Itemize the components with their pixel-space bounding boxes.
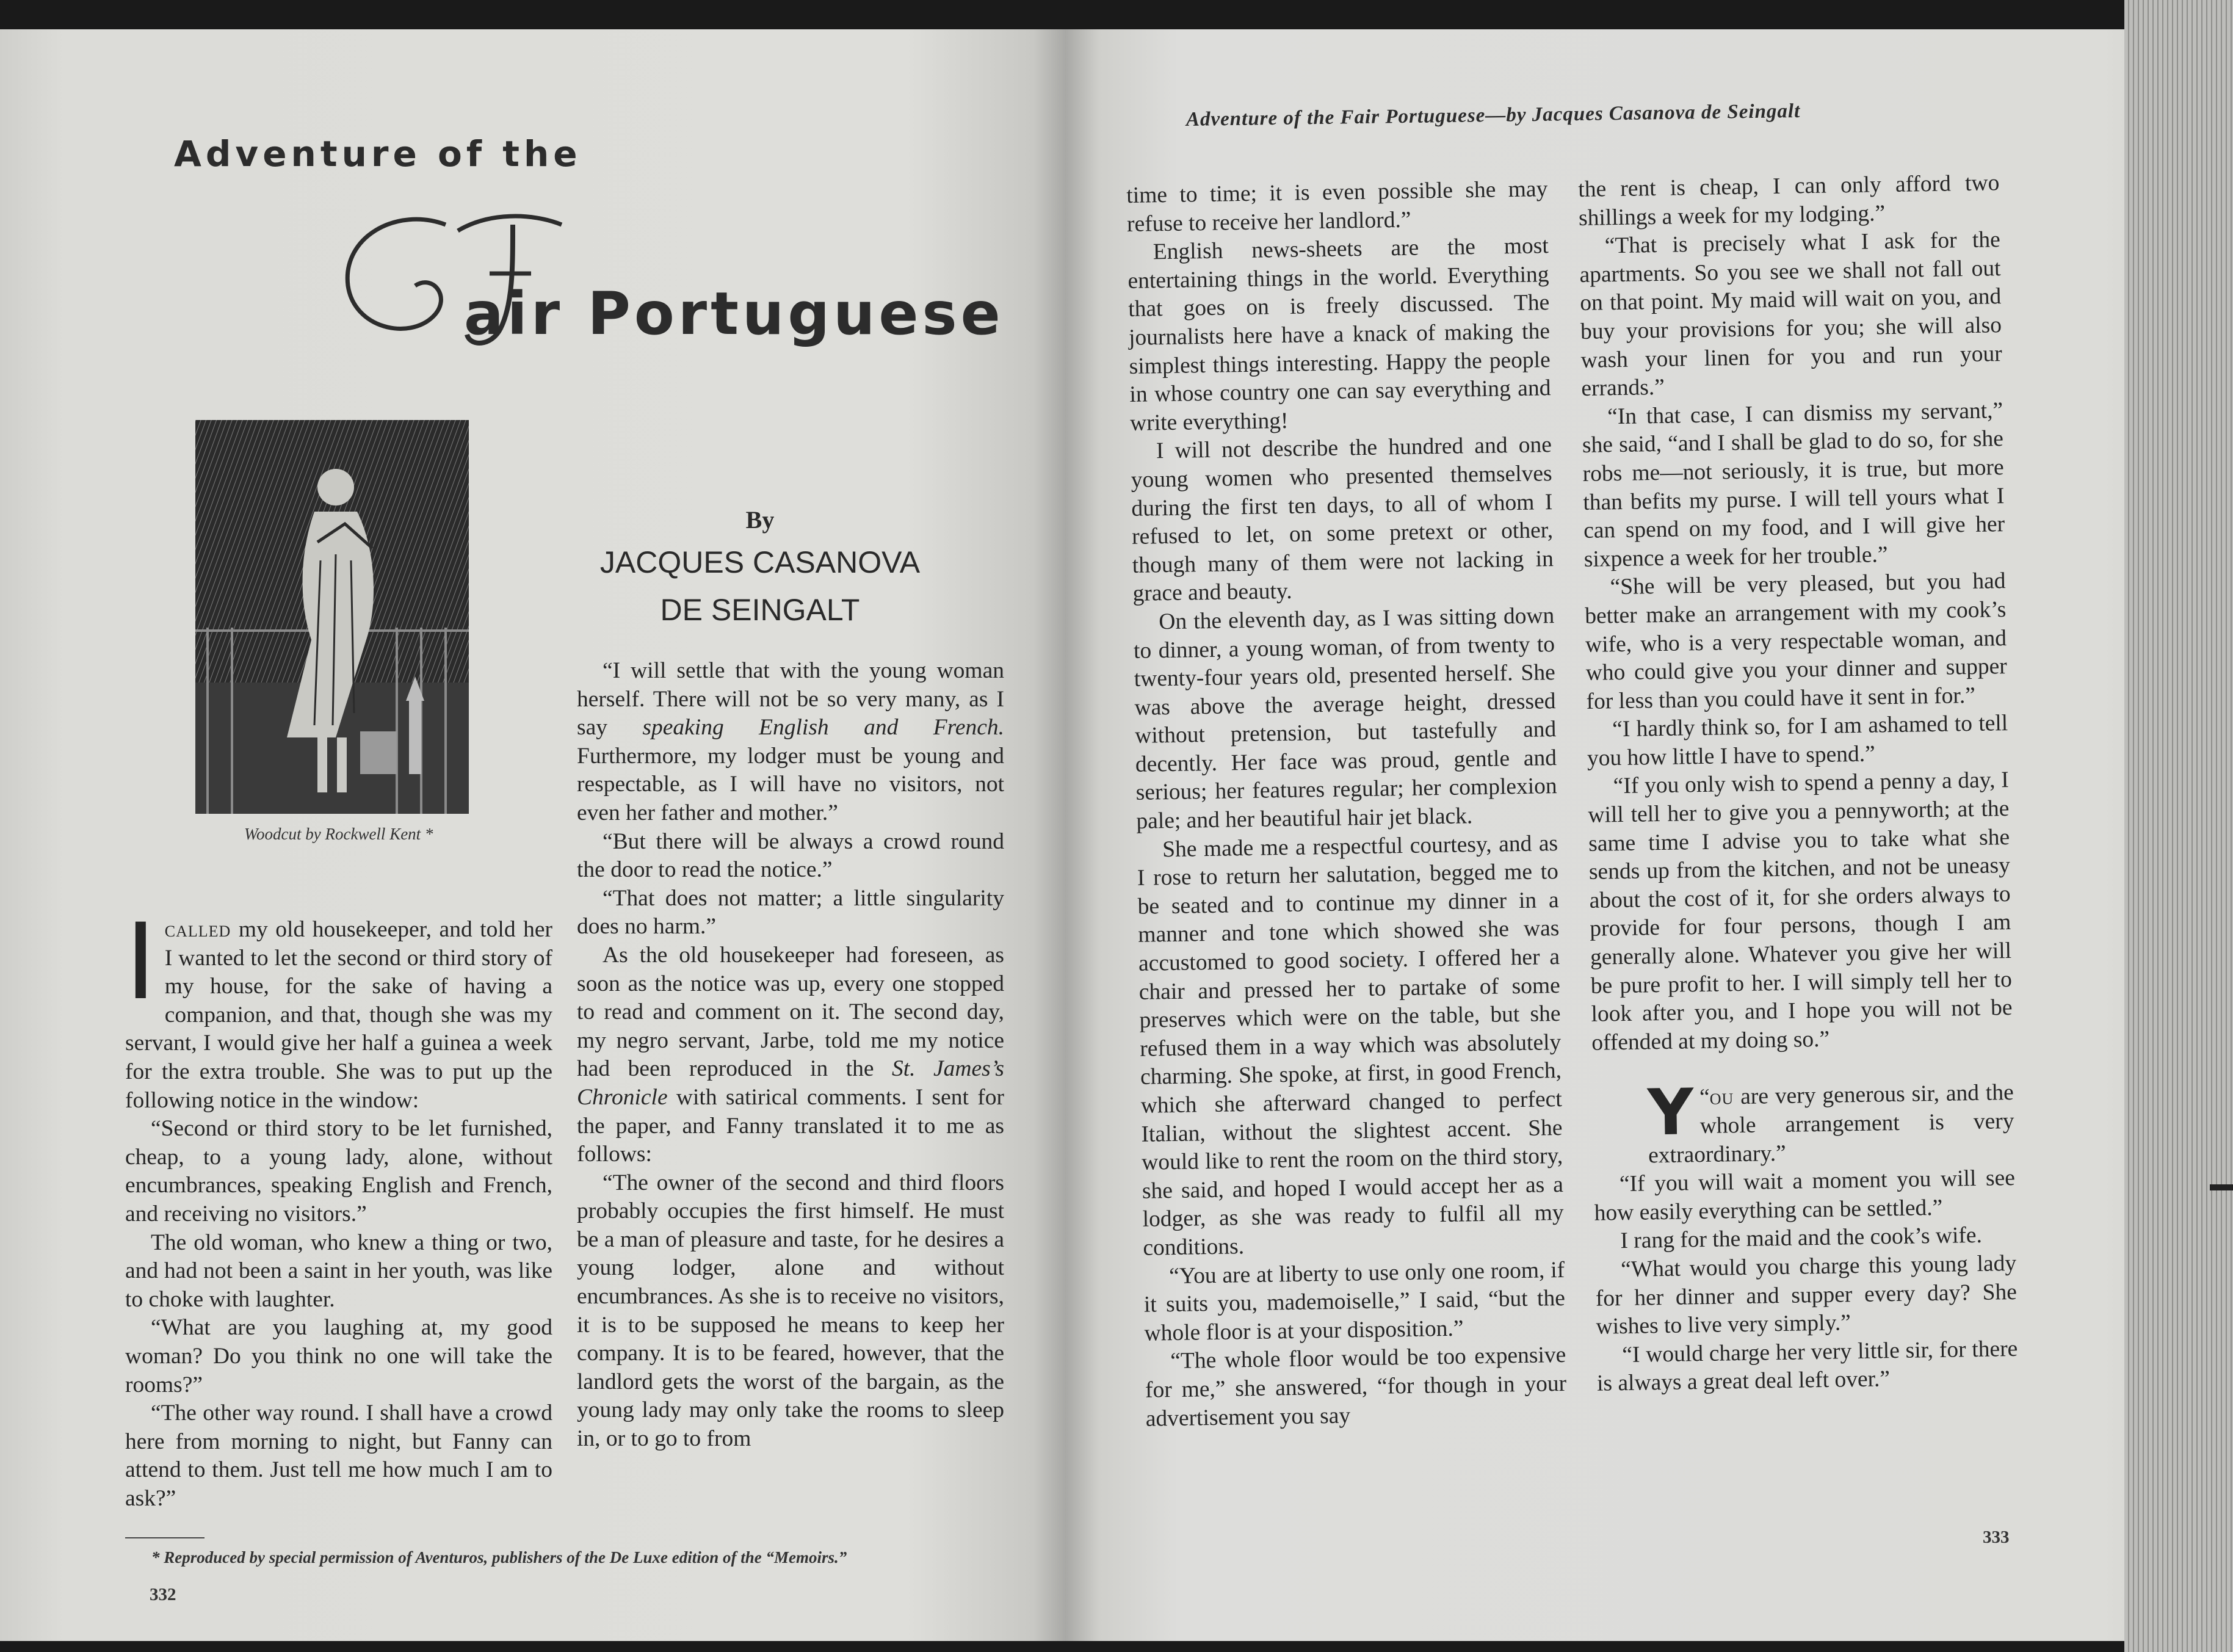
paragraph: “If you will wait a moment you will see how easily everything can be settled.” [1594, 1165, 2016, 1226]
paragraph: “If you only wish to spend a penny a day, I will tell her to give you a pennyworth; at the same time I advise you to take what she sends up from the kitchen, and not be uneasy about the cost of it, for she orders always to provide for four persons, though I am generally alone. Whatever you give her will be pure profit to her. I will simply tell her to look after you, and I hope you will not be offended at my doing so.” [1588, 767, 2013, 1056]
paragraph: “What would you charge this young lady for her dinner and supper every day? She wishes to live very simply.” [1595, 1250, 2018, 1339]
right-page [1065, 29, 2193, 1641]
paragraph: “Second or third story to be let furnished, cheap, to a young lady, alone, without encumbrances, speaking English and French, and receiving no visitors.” [125, 1116, 552, 1226]
byline [577, 505, 943, 629]
paragraph: “The owner of the second and third floors probably occupies the first himself. He must be a man of pleasure and taste, for he desires a young lodger, alone and without encumbrances. As she is to receive no visitors, it is to be supposed he means to keep her company. It is to be feared, however, that the landlord gets the worst of the bargain, as the young lady may only take the rooms to sleep in, or to go to from [577, 1170, 1004, 1452]
right-column-1 [1126, 175, 1567, 1433]
paragraph: “I hardly think so, for I am ashamed to tell you how little I have to spend.” [1587, 711, 2008, 771]
paragraph: “I would charge her very little sir, for there is always a great deal left over.” [1596, 1336, 2018, 1397]
byline-author-line-1: JACQUES CASANOVA [599, 545, 921, 579]
paragraph: “ Y ou are very generous sir, and the whole arrangement is very extraordinary.” [1647, 1074, 2014, 1168]
paragraph: time to time; it is even possible she may refuse to receive her landlord.” [1126, 176, 1548, 237]
page-number-left: 332 [150, 1585, 176, 1604]
page-edge-marker [2210, 1184, 2233, 1190]
paragraph: I will not describe the hundred and one young women who presented themselves during the first ten days, to all of whom I refused to let, on some pretext or other, though many of them were not lacking in grace and beauty. [1131, 432, 1554, 607]
paragraph: On the eleventh day, as I was sitting down to dinner, a young woman, of from twenty to twenty-four years old, presented herself. She was above the average height, dressed without pretension, but tastefully and decently. Her face was proud, gentle and serious; her features regular; her complexion pale; and her beautiful hair jet black. [1133, 603, 1557, 834]
byline-by: By [745, 506, 775, 534]
drop-cap: Y [1647, 1074, 1695, 1150]
byline-author-line-2: DE SEINGALT [660, 593, 860, 627]
footnote-rule [125, 1537, 204, 1538]
left-column-2 [577, 657, 1004, 1454]
paragraph: “The other way round. I shall have a crowd here from morning to night, but Fanny can attend to them. Just tell me how much I am to ask?” [125, 1400, 552, 1511]
woodcut-illustration [195, 420, 469, 814]
title-line-2: air Portuguese [464, 280, 1004, 348]
paragraph: As the old housekeeper had foreseen, as soon as the notice was up, every one stopped to read and comment on it. The second day, my negro servant, Jarbe, told me my notice had been reproduced in the St. James’s Chronicle with satirical comments. I sent for the paper, and Fanny translated it to me as follows: [577, 942, 1004, 1167]
paragraph: “That is precisely what I ask for the apartments. So you see we shall not fall out on that point. My maid will wait on you, and buy your provisions for you; she will also wash your linen for you and run your errands.” [1579, 227, 2002, 402]
paragraph: “You are at liberty to use only one room, if it suits you, mademoiselle,” I said, “but the whole floor is at your disposition.” [1143, 1257, 1566, 1346]
paragraph: English news-sheets are the most entertaining things in the world. Everything that goes on is freely discussed. The journalists here have a knack of making the simplest things interesting. Happy the people in whose country one can say everything and write everything! [1127, 233, 1551, 436]
drop-cap: I [125, 900, 156, 1023]
paragraph: “What are you laughing at, my good woman? Do you think no one will take the rooms?” [125, 1315, 552, 1397]
paragraph: Icalled my old housekeeper, and told her I wanted to let the second or third story of my house, for the sake of having a companion, and that, though she was my servant, I would give her half a guinea a week for the extra trouble. She was to put up the following notice in the window: [125, 900, 552, 1113]
woodcut-caption: Woodcut by Rockwell Kent * [244, 825, 433, 843]
right-column-2 [1578, 169, 2018, 1399]
title-line-1: Adventure of the [174, 133, 582, 175]
paragraph: “She will be very pleased, but you had better make an arrangement with my cook’s wife, who is a very respectable woman, and who could give you your dinner and supper for less than you could have it sent in for.” [1585, 568, 2008, 714]
page-number-right: 333 [1983, 1527, 2010, 1547]
left-page [0, 29, 1065, 1641]
paragraph: “That does not matter; a little singularity does no harm.” [577, 885, 1004, 940]
paragraph: I rang for the maid and the cook’s wife. [1620, 1223, 1983, 1254]
footnote: * Reproduced by special permission of Aventuros, publishers of the De Luxe edition of the “Memoirs.” [151, 1548, 847, 1567]
paragraph: She made me a respectful courtesy, and as I rose to return her salutation, begged me to be seated and to continue my dinner in a manner and tone which showed she was accustomed to good society. I offered her a chair and pressed her to partake of some preserves which were on the table, but she refused them in a way which was absolutely charming. She spoke, at first, in good French, which she afterward changed to perfect Italian, without the slightest accent. She would like to rent the room on the third story, she said, and hoped I would accept her as a lodger, as she was ready to fulfil all my conditions. [1137, 830, 1564, 1261]
left-column-1 [125, 900, 552, 1513]
book-page-edges [2124, 0, 2233, 1652]
paragraph: The old woman, who knew a thing or two, and had not been a saint in her youth, was like to choke with laughter. [125, 1230, 552, 1312]
paragraph: “But there will be always a crowd round the door to read the notice.” [577, 828, 1004, 883]
paragraph: “The whole floor would be too expensive for me,” she answered, “for though in your advertisement you say [1145, 1342, 1567, 1432]
paragraph: the rent is cheap, I can only afford two shillings a week for my lodging.” [1578, 170, 2000, 231]
paragraph: “In that case, I can dismiss my servant,” she said, “and I shall be glad to do so, for she robs me—not seriously, it is true, but more than befits my purse. I will tell yours what I can spend on my food, and I will give her sixpence a week for her trouble.” [1582, 397, 2005, 572]
running-head: Adventure of the Fair Portuguese—by Jacques Casanova de Seingalt [1185, 100, 1801, 131]
paragraph: “I will settle that with the young woman herself. There will not be so very many, as I say speaking English and French. Furthermore, my lodger must be young and respectable, as I will have no visitors, not even her father and mother.” [577, 658, 1004, 825]
